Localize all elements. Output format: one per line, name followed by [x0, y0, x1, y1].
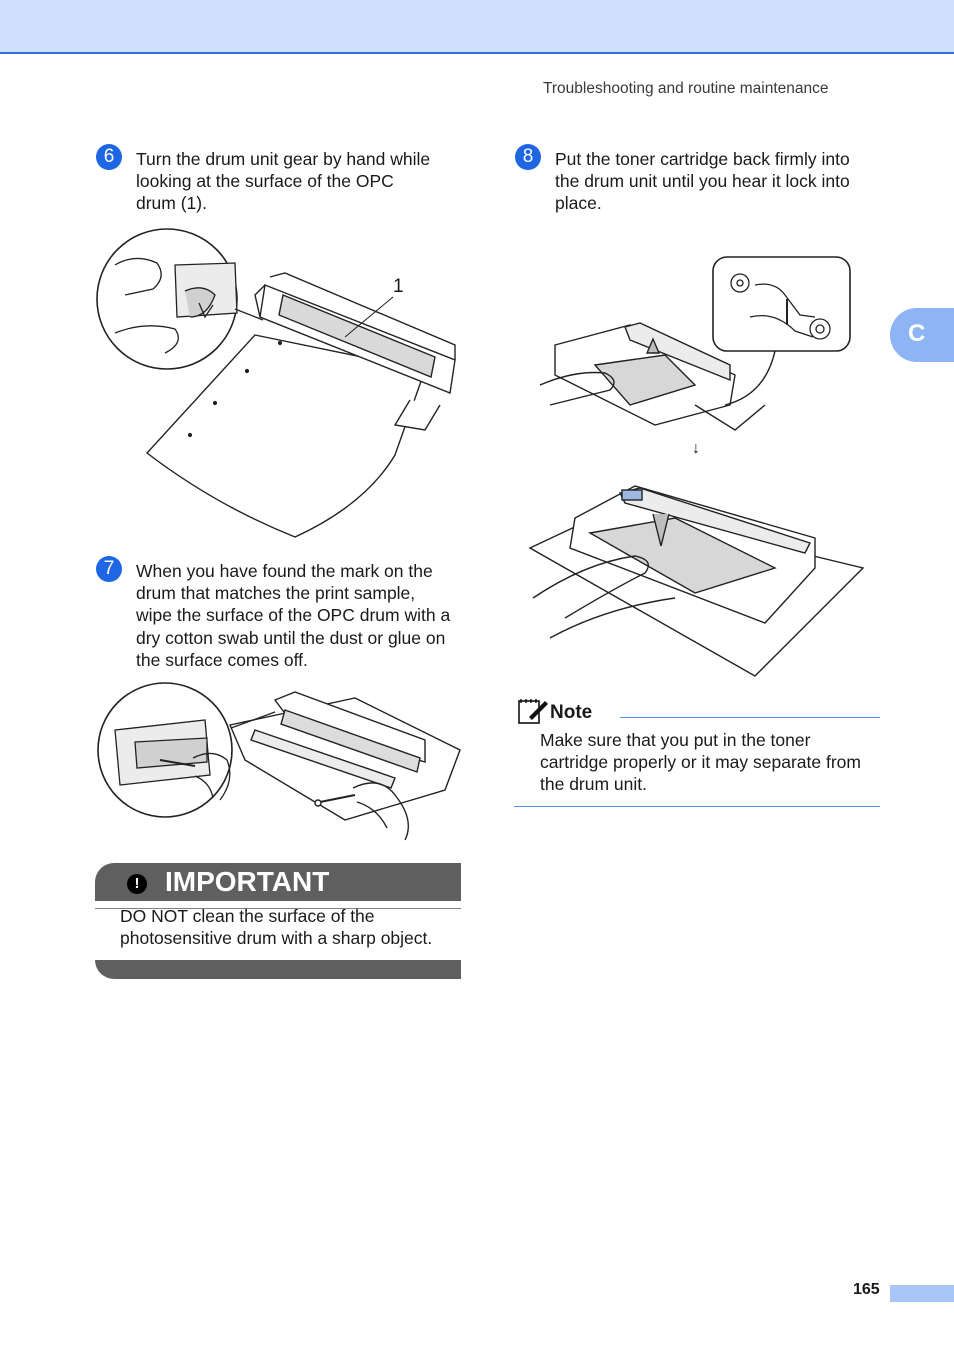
- step-7-line: When you have found the mark on the: [136, 561, 433, 581]
- down-arrow-icon: ↓: [692, 440, 700, 457]
- running-header: Troubleshooting and routine maintenance: [543, 80, 829, 97]
- step-8-text: [555, 148, 850, 215]
- step-7-badge-icon: 7: [96, 556, 122, 582]
- step-6-line: Turn the drum unit gear by hand while: [136, 149, 431, 169]
- exclamation-icon: !: [127, 874, 147, 894]
- step-6-line: looking at the surface of the OPC: [136, 171, 394, 192]
- note-title: Note: [550, 702, 593, 723]
- important-text: [120, 905, 432, 949]
- important-banner: [95, 863, 461, 901]
- step-8-line: Put the toner cartridge back firmly into: [555, 149, 850, 169]
- note-text: [540, 729, 861, 796]
- opc-drum-callout: 1: [393, 276, 404, 297]
- important-line: photosensitive drum with a sharp object.: [120, 928, 433, 949]
- chapter-tab-label: C: [908, 320, 926, 347]
- step-8-badge-icon: 8: [515, 144, 541, 170]
- note-line: Make sure that you put in the toner: [540, 730, 811, 750]
- step-6-badge-icon: 6: [96, 144, 122, 170]
- important-footer-bar: [95, 960, 461, 979]
- notepad-pencil-icon: [517, 697, 549, 725]
- page-number: 165: [853, 1281, 880, 1298]
- step-7-line: wipe the surface of the OPC drum with a: [136, 605, 451, 626]
- important-line: DO NOT clean the surface of the: [120, 906, 375, 926]
- step-8-line: place.: [555, 193, 602, 214]
- drum-gear-illustration: [95, 225, 465, 545]
- step-6-line: drum (1).: [136, 193, 207, 214]
- step-7-line: dry cotton swab until the dust or glue on: [136, 627, 446, 648]
- cotton-swab-illustration: [95, 680, 465, 850]
- note-line: the drum unit.: [540, 774, 647, 795]
- toner-insert-illustration: [535, 255, 865, 465]
- chapter-tab: [890, 308, 954, 362]
- note-rule-bottom: [514, 806, 880, 807]
- note-rule-top: [620, 717, 880, 718]
- note-line: cartridge properly or it may separate from: [540, 752, 861, 773]
- header-band: [0, 0, 954, 54]
- important-title: IMPORTANT: [165, 866, 330, 897]
- toner-locked-illustration: [525, 478, 870, 678]
- step-6-text: [136, 148, 430, 215]
- step-7-line: drum that matches the print sample,: [136, 583, 416, 604]
- step-7-text: [136, 560, 450, 671]
- page-number-tab: [890, 1285, 954, 1302]
- step-7-line: the surface comes off.: [136, 649, 308, 670]
- step-8-line: the drum unit until you hear it lock into: [555, 171, 850, 192]
